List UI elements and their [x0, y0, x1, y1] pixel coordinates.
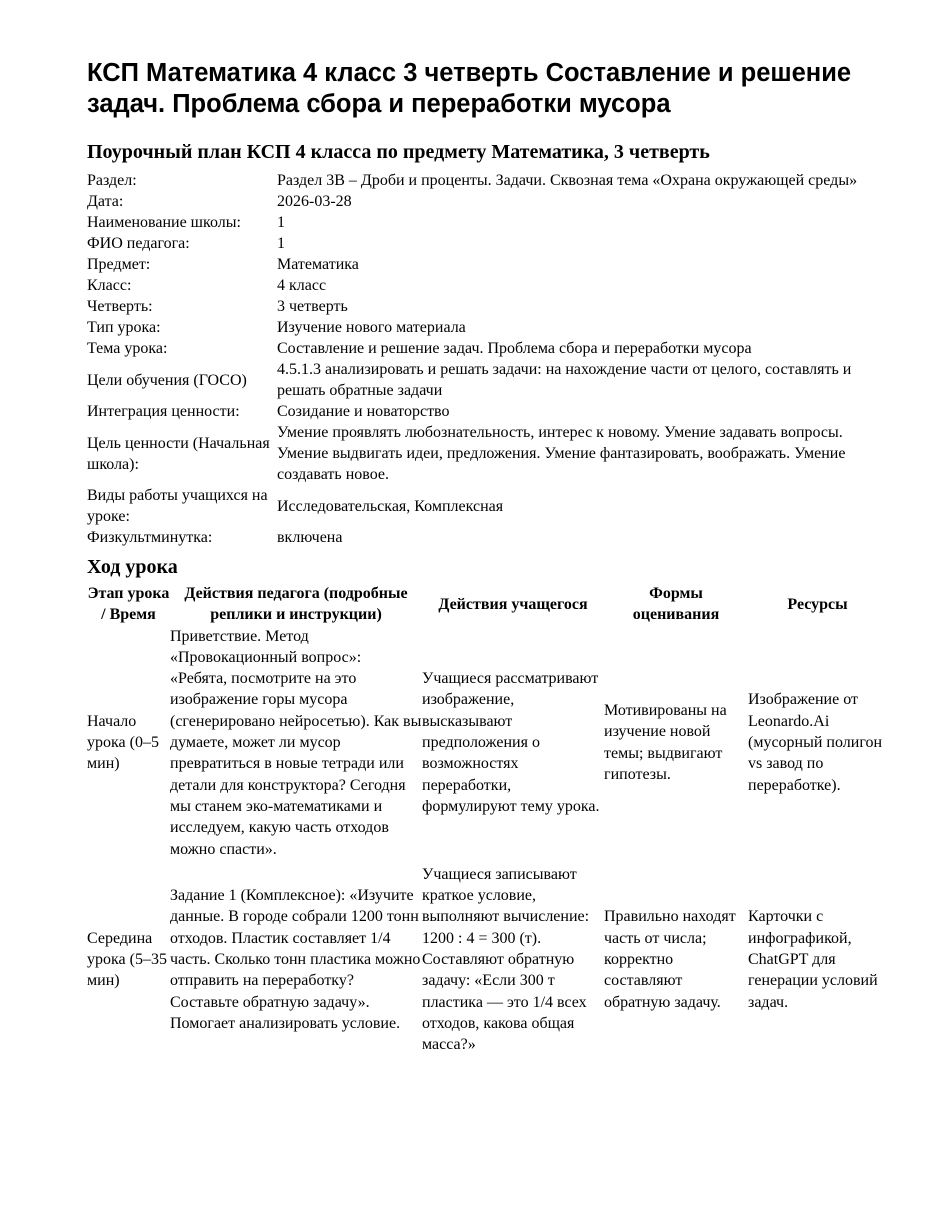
info-value: Математика [277, 256, 359, 273]
column-header-resources: Ресурсы [787, 595, 848, 613]
info-row-work-types [87, 485, 887, 527]
info-row-date [87, 191, 887, 212]
info-value: 1 [277, 235, 285, 252]
info-key: Цель ценности (Начальная школа): [87, 434, 270, 473]
info-value: 1 [277, 214, 285, 231]
info-value: включена [277, 529, 343, 546]
teacher-actions-cell: Приветствие. Метод «Провокационный вопрос»: «Ребята, посмотрите на это изображение горы мусора (сгенерировано нейросетью). Как вы думаете, может ли мусор превратиться в новые тетради или детали для конструктора? Сегодня мы станем эко-математиками и исследуем, какую часть отходов можно спасти». [170, 627, 422, 858]
stage-cell: Середина урока (5–35 мин) [87, 929, 167, 990]
info-value: 4 класс [277, 277, 327, 294]
info-value: Раздел 3В – Дроби и проценты. Задачи. Сквозная тема «Охрана окружающей среды» [277, 172, 858, 189]
assessment-cell: Правильно находят часть от числа; корректно составляют обратную задачу. [604, 908, 736, 1011]
info-row-value-integration [87, 401, 887, 422]
column-header-assessment: Формы оценивания [632, 585, 720, 624]
info-row-section [87, 170, 887, 191]
lesson-flow-heading: Ход урока [87, 556, 178, 578]
table-row [87, 864, 887, 1060]
lesson-info-table [87, 170, 887, 548]
info-value: Созидание и новаторство [277, 403, 450, 420]
info-row-goals [87, 359, 887, 401]
info-row-quarter [87, 296, 887, 317]
info-key: Интеграция ценности: [87, 403, 240, 420]
info-key: Дата: [87, 193, 124, 210]
info-row-lesson-type [87, 317, 887, 338]
info-row-grade [87, 275, 887, 296]
info-key: Класс: [87, 277, 132, 294]
info-row-value-goal [87, 422, 887, 485]
student-actions-cell: Учащиеся записывают краткое условие, выполняют вычисление: 1200 : 4 = 300 (т). Составляют обратную задачу: «Если 300 т пластика — это 1/4 всех отходов, какова общая масса?» [422, 865, 590, 1054]
flow-header-row [87, 583, 887, 626]
info-row-school [87, 212, 887, 233]
document-page [87, 58, 887, 1060]
assessment-cell: Мотивированы на изучение новой темы; выдвигают гипотезы. [604, 702, 727, 784]
info-value: Умение проявлять любознательность, интерес к новому. Умение задавать вопросы. Умение выдвигать идеи, предложения. Умение фантазировать, воображать. Умение создавать новое. [277, 424, 846, 483]
info-key: ФИО педагога: [87, 235, 190, 252]
teacher-actions-cell: Задание 1 (Комплексное): «Изучите данные. В городе собрали 1200 тонн отходов. Пластик составляет 1/4 часть. Сколько тонн пластика можно отправить на переработку? Составьте обратную задачу». Помогает анализировать условие. [170, 887, 421, 1032]
info-key: Виды работы учащихся на уроке: [87, 487, 268, 525]
student-actions-cell: Учащиеся рассматривают изображение, высказывают предположения о возможностях переработки, формулируют тему урока. [422, 670, 600, 815]
info-key: Тип урока: [87, 319, 161, 336]
info-key: Тема урока: [87, 340, 168, 357]
info-value: 4.5.1.3 анализировать и решать задачи: на нахождение части от целого, составлять и решать обратные задачи [277, 361, 852, 399]
column-header-stage: Этап урока / Время [87, 585, 170, 624]
info-key: Предмет: [87, 256, 151, 273]
info-key: Четверть: [87, 298, 153, 315]
stage-cell: Начало урока (0–5 мин) [87, 712, 159, 773]
lesson-flow-table [87, 583, 887, 1060]
info-value: Изучение нового материала [277, 319, 466, 336]
column-header-teacher: Действия педагога (подробные реплики и инструкции) [184, 585, 408, 624]
info-row-topic [87, 338, 887, 359]
table-row [87, 626, 887, 864]
info-key: Цели обучения (ГОСО) [87, 371, 247, 389]
info-value: 2026-03-28 [277, 193, 352, 210]
resources-cell: Изображение от Leonardo.Ai (мусорный полигон vs завод по переработке). [748, 691, 883, 794]
plan-heading: Поурочный план КСП 4 класса по предмету Математика, 3 четверть [87, 141, 710, 163]
info-key: Раздел: [87, 172, 137, 189]
info-value: Составление и решение задач. Проблема сбора и переработки мусора [277, 340, 752, 357]
info-value: 3 четверть [277, 298, 348, 315]
info-row-physical-break [87, 527, 887, 548]
info-row-teacher [87, 233, 887, 254]
info-row-subject [87, 254, 887, 275]
resources-cell: Карточки с инфографикой, ChatGPT для генерации условий задач. [748, 908, 878, 1011]
page-title: КСП Математика 4 класс 3 четверть Составление и решение задач. Проблема сбора и переработки мусора [87, 59, 852, 118]
column-header-student: Действия учащегося [438, 595, 588, 613]
info-key: Физкультминутка: [87, 529, 213, 546]
info-key: Наименование школы: [87, 214, 241, 231]
info-value: Исследовательская, Комплексная [277, 497, 504, 515]
